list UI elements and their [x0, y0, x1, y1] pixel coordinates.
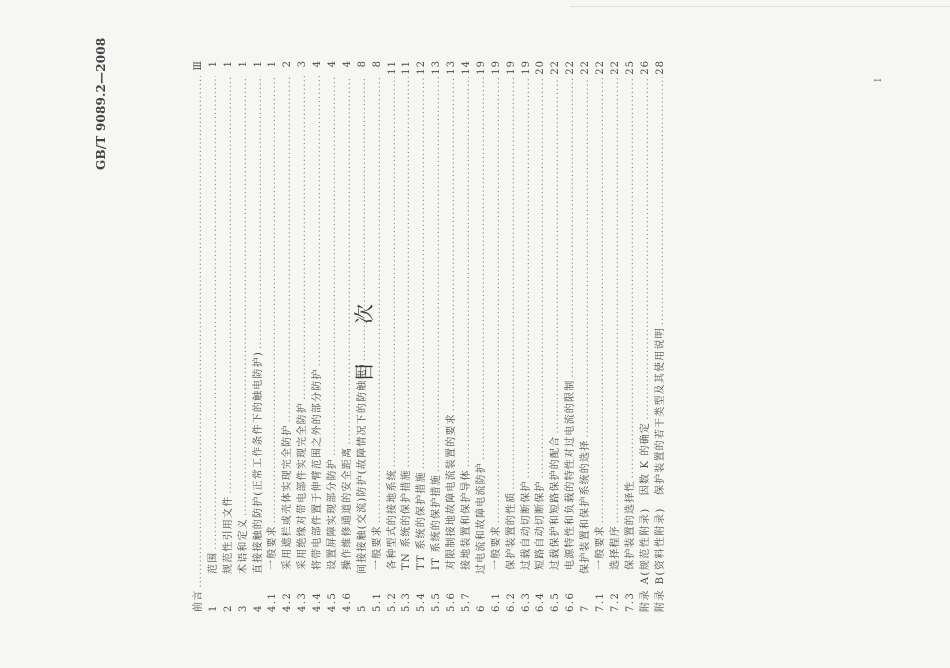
toc-entry[interactable] — [520, 60, 535, 612]
toc-entry-page: 14 — [461, 60, 473, 75]
toc-leader-dots — [609, 77, 624, 523]
toc-entry-number: 4.1 — [267, 591, 279, 612]
toc-entry[interactable] — [624, 60, 639, 612]
toc-entry-number: 5.1 — [371, 591, 383, 612]
toc-leader-dots — [311, 76, 326, 366]
toc-entry-label: IT 系统的保护措施 — [431, 474, 443, 570]
toc-entry[interactable] — [281, 60, 296, 612]
toc-entry[interactable] — [192, 60, 207, 612]
toc-entry[interactable] — [445, 60, 460, 612]
toc-entry[interactable] — [475, 60, 490, 612]
toc-entry-page: 1 — [252, 60, 264, 68]
toc-leader-dots — [192, 76, 207, 588]
toc-entry[interactable] — [252, 60, 267, 612]
toc-entry-label: 对限制接地故障电流装置的要求 — [446, 413, 458, 570]
toc-entry-label: 一般要求 — [267, 525, 279, 570]
toc-entry[interactable] — [400, 60, 415, 612]
toc-entry[interactable] — [296, 60, 311, 612]
toc-entry-number: 2 — [222, 604, 234, 612]
toc-entry-number: 5.3 — [401, 591, 413, 612]
toc-leader-dots — [639, 77, 654, 420]
toc-entry-label: 过电流和故障电流防护 — [475, 462, 487, 574]
toc-leader-dots — [564, 77, 579, 378]
toc-entry-page: 1 — [237, 60, 249, 68]
toc-leader-dots — [594, 77, 609, 523]
toc-entry-label: 间接接触(交流)防护(故障情况下的防触电) — [356, 363, 368, 574]
toc-entry[interactable] — [222, 60, 237, 612]
toc-entry-number: 1 — [207, 604, 219, 612]
toc-entry-number: 附录 B(资料性附录) — [654, 507, 666, 612]
toc-entry-number: 6 — [475, 604, 487, 612]
toc-leader-dots — [579, 77, 594, 438]
toc-entry-page: 26 — [639, 60, 651, 75]
toc-entry-page: 22 — [609, 60, 621, 75]
toc-entry-page: 19 — [490, 60, 502, 75]
toc-leader-dots — [415, 77, 430, 470]
toc-entry[interactable] — [311, 60, 326, 612]
toc-entry-label: 操作维修通道的安全距离 — [341, 446, 353, 570]
toc-entry-number: 5 — [356, 604, 368, 612]
toc-leader-dots — [252, 76, 267, 349]
toc-entry-page: 25 — [624, 60, 636, 75]
toc-leader-dots — [281, 76, 296, 422]
toc-entry-page: 19 — [505, 60, 517, 75]
toc-leader-dots — [371, 76, 386, 523]
toc-entry-page: 1 — [207, 60, 219, 68]
toc-entry-number: 4.4 — [312, 591, 324, 612]
toc-entry-label: 采用绝缘对带电部件实现完全防护 — [297, 402, 309, 570]
toc-entry-number: 7.2 — [609, 591, 621, 612]
toc-entry[interactable] — [326, 60, 341, 612]
toc-entry-label: 电源特性和负载的特性对过电流的限制 — [565, 379, 577, 570]
toc-entry-label: 一般要求 — [371, 525, 383, 570]
toc-entry[interactable] — [237, 60, 252, 612]
toc-entry-page: 13 — [431, 60, 443, 75]
toc-entry-page: 13 — [446, 60, 458, 75]
toc-entry-number: 7 — [580, 604, 592, 612]
toc-entry-label: TN 系统的保护措施 — [401, 469, 413, 570]
toc-leader-dots — [207, 76, 222, 550]
toc-entry[interactable] — [356, 60, 371, 612]
toc-leader-dots — [296, 76, 311, 400]
toc-entry-number: 6.1 — [490, 591, 502, 612]
toc-entry[interactable] — [594, 60, 609, 612]
toc-entry-number: 4.5 — [327, 591, 338, 612]
standard-code-header: GB/T 9089.2—2008 — [94, 37, 108, 170]
toc-leader-dots — [341, 76, 356, 445]
toc-leader-dots — [386, 77, 401, 467]
toc-entry-label: 因数 K 的确定 — [639, 421, 651, 496]
toc-entry-page: 19 — [520, 60, 532, 75]
toc-entry-number: 附录 A(规范性附录) — [639, 507, 651, 612]
toc-entry-number: 3 — [237, 604, 249, 612]
toc-leader-dots — [222, 76, 237, 494]
toc-entry-number: 5.5 — [431, 591, 443, 612]
toc-entry-page: 8 — [371, 60, 383, 68]
page-number: Ⅰ — [874, 78, 884, 82]
toc-entry-number: 5.4 — [416, 591, 428, 612]
toc-entry-number: 4.6 — [341, 591, 353, 612]
toc-entry[interactable] — [207, 60, 222, 612]
toc-entry-label: 保护装置的选择性 — [624, 480, 636, 570]
toc-entry-label: 保护装置和保护系统的选择 — [580, 439, 592, 574]
toc-leader-dots — [237, 76, 252, 516]
toc-entry-number: 4.3 — [297, 591, 309, 612]
toc-entry-page: 1 — [267, 60, 279, 68]
toc-entry-page: 22 — [595, 60, 607, 75]
toc-entry[interactable] — [266, 60, 281, 612]
toc-entry-page: 28 — [654, 60, 666, 75]
toc-leader-dots — [475, 77, 490, 460]
toc-entry[interactable] — [609, 60, 624, 612]
scan-edge-line — [570, 0, 950, 7]
toc-entry[interactable] — [341, 60, 356, 612]
toc-leader-dots — [534, 77, 549, 479]
toc-entry-label: 设置屏障实现部分防护 — [327, 458, 338, 570]
toc-entry-page: 11 — [386, 60, 398, 75]
toc-leader-dots — [356, 76, 371, 361]
toc-entry-page: 20 — [535, 60, 547, 75]
toc-entry-number: 5.7 — [461, 591, 473, 612]
toc-entry-page: 22 — [550, 60, 562, 75]
toc-entry-page: 4 — [341, 60, 353, 68]
toc-entry-page: 19 — [475, 60, 487, 75]
toc-title: 目次 — [352, 266, 376, 382]
toc-entry-number: 5.6 — [446, 591, 458, 612]
toc-entry-page: 22 — [565, 60, 577, 75]
toc-entry-page: 1 — [222, 60, 234, 68]
toc-leader-dots — [460, 77, 475, 467]
toc-entry-page: 12 — [416, 60, 428, 75]
toc-entry-label: 接地装置和保护导体 — [461, 469, 473, 570]
toc-entry-number: 4.2 — [282, 591, 294, 612]
toc-leader-dots — [654, 77, 669, 325]
toc-entry-label: 术语和定义 — [237, 518, 249, 574]
toc-entry-label: 一般要求 — [490, 525, 502, 570]
toc-leader-dots — [549, 77, 564, 434]
toc-entry-label: 规范性引用文件 — [222, 495, 234, 574]
toc-entry-number: 5.2 — [386, 591, 398, 612]
toc-entry-label: 将带电部件置于伸臂范围之外的部分防护 — [312, 368, 324, 570]
toc-leader-dots — [445, 77, 460, 411]
toc-entry-number: 6.4 — [535, 591, 547, 612]
toc-leader-dots — [624, 77, 639, 479]
toc-entry-label: 选择程序 — [609, 525, 621, 570]
toc-entry-page: 11 — [401, 60, 413, 75]
toc-entry-number: 6.3 — [520, 591, 532, 612]
toc-entry[interactable] — [430, 60, 445, 612]
toc-entry-number: 7.1 — [595, 591, 607, 612]
toc-leader-dots — [430, 77, 445, 472]
toc-leader-dots — [505, 77, 520, 490]
toc-entry-number: 6.5 — [550, 591, 562, 612]
toc-entry[interactable] — [490, 60, 505, 612]
toc-leader-dots — [326, 76, 341, 456]
toc-entry-label: 采用遮栏或壳体实现完全防护 — [282, 424, 294, 570]
toc-entry[interactable] — [549, 60, 564, 612]
toc-entry-label: 直接接触的防护(正常工作条件下的触电防护) — [252, 350, 264, 574]
toc-leader-dots — [490, 77, 505, 523]
toc-entry[interactable] — [639, 60, 654, 612]
toc-leader-dots — [266, 76, 281, 523]
toc-entry-label: 保护装置的性质 — [505, 491, 517, 570]
toc-entry[interactable] — [534, 60, 549, 612]
toc-entry[interactable] — [505, 60, 520, 612]
toc-entry[interactable] — [460, 60, 475, 612]
toc-entry[interactable] — [371, 60, 386, 612]
toc-entry-number: 6.6 — [565, 591, 577, 612]
toc-entry-page: 22 — [580, 60, 592, 75]
toc-entry[interactable] — [654, 60, 669, 612]
toc-entry[interactable] — [386, 60, 401, 612]
table-of-contents — [192, 60, 669, 612]
toc-entry-label: 各种型式的接地系统 — [386, 469, 398, 570]
toc-entry-page: 2 — [282, 60, 294, 68]
toc-entry-page: Ⅲ — [192, 60, 204, 71]
toc-entry-page: 4 — [312, 60, 324, 68]
toc-entry-number: 4 — [252, 604, 264, 612]
toc-entry-label: 过载自动切断保护 — [520, 480, 532, 570]
toc-entry-label: 过载保护和短路保护的配合 — [550, 435, 562, 570]
toc-entry-label: 范围 — [207, 551, 219, 574]
toc-entry[interactable] — [415, 60, 430, 612]
toc-entry-label: 一般要求 — [595, 525, 607, 570]
toc-entry-page: 4 — [327, 60, 338, 68]
toc-entry-number: 7.3 — [624, 591, 636, 612]
toc-entry-label: 前言 — [192, 589, 204, 612]
toc-entry-label: 短路自动切断保护 — [535, 480, 547, 570]
toc-entry-page: 3 — [297, 60, 309, 68]
toc-entry-number: 6.2 — [505, 591, 517, 612]
toc-entry-label: 保护装置的若干类型及其使用说明 — [654, 327, 666, 496]
toc-entry[interactable] — [579, 60, 594, 612]
toc-leader-dots — [520, 77, 535, 479]
toc-entry-page: 8 — [356, 60, 368, 68]
toc-entry[interactable] — [564, 60, 579, 612]
toc-entry-label: TT 系统的保护措施 — [416, 471, 428, 570]
toc-leader-dots — [400, 77, 415, 468]
